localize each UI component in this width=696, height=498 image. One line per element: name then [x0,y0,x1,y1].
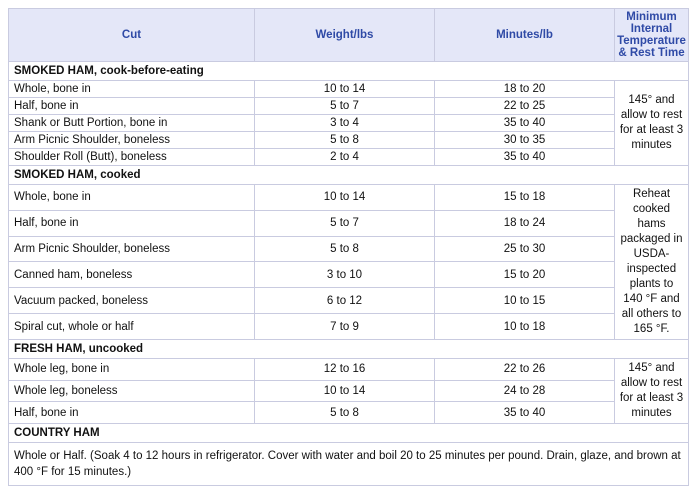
weight-cell: 5 to 7 [255,98,435,115]
table-row [9,402,689,424]
table-row [9,288,689,314]
table-row [9,115,689,132]
ham-cooking-table-container [8,8,688,486]
header-cut: Cut [9,9,255,62]
minutes-cell: 35 to 40 [435,115,615,132]
table-row [9,210,689,236]
weight-cell: 10 to 14 [255,380,435,402]
table-row [9,185,689,211]
cut-cell: Half, bone in [9,210,255,236]
cut-cell: Arm Picnic Shoulder, boneless [9,236,255,262]
cut-cell: Whole leg, boneless [9,380,255,402]
minutes-cell: 10 to 15 [435,288,615,314]
minutes-cell: 35 to 40 [435,149,615,166]
minutes-cell: 10 to 18 [435,314,615,340]
section-title-row [9,62,689,81]
section-title: COUNTRY HAM [9,424,689,443]
cut-cell: Spiral cut, whole or half [9,314,255,340]
cut-cell: Whole leg, bone in [9,359,255,381]
weight-cell: 12 to 16 [255,359,435,381]
minutes-cell: 25 to 30 [435,236,615,262]
table-row [9,149,689,166]
table-row [9,314,689,340]
cut-cell: Arm Picnic Shoulder, boneless [9,132,255,149]
cut-cell: Canned ham, boneless [9,262,255,288]
weight-cell: 3 to 10 [255,262,435,288]
weight-cell: 5 to 8 [255,402,435,424]
section-title-row [9,166,689,185]
minutes-cell: 30 to 35 [435,132,615,149]
temperature-note: 145° and allow to rest for at least 3 minutes [615,359,689,424]
weight-cell: 5 to 8 [255,132,435,149]
minutes-cell: 15 to 20 [435,262,615,288]
table-row [9,236,689,262]
cut-cell: Whole, bone in [9,185,255,211]
ham-cooking-table [8,8,689,486]
section-title: SMOKED HAM, cook-before-eating [9,62,689,81]
cut-cell: Vacuum packed, boneless [9,288,255,314]
cut-cell: Whole, bone in [9,81,255,98]
section-title: SMOKED HAM, cooked [9,166,689,185]
table-row [9,98,689,115]
weight-cell: 3 to 4 [255,115,435,132]
weight-cell: 7 to 9 [255,314,435,340]
section-title-row [9,340,689,359]
header-temperature: Minimum Internal Temperature & Rest Time [615,9,689,62]
country-ham-instructions: Whole or Half. (Soak 4 to 12 hours in refrigerator. Cover with water and boil 20 to 25 minutes per pound. Drain, glaze, and brown at 400 °F for 15 minutes.) [9,443,689,486]
temperature-note: 145° and allow to rest for at least 3 minutes [615,81,689,166]
weight-cell: 5 to 8 [255,236,435,262]
table-row [9,132,689,149]
weight-cell: 2 to 4 [255,149,435,166]
cut-cell: Shank or Butt Portion, bone in [9,115,255,132]
minutes-cell: 18 to 20 [435,81,615,98]
cut-cell: Half, bone in [9,402,255,424]
table-row [9,359,689,381]
section-title-row [9,424,689,443]
minutes-cell: 35 to 40 [435,402,615,424]
table-row [9,443,689,486]
weight-cell: 6 to 12 [255,288,435,314]
minutes-cell: 24 to 28 [435,380,615,402]
minutes-cell: 18 to 24 [435,210,615,236]
minutes-cell: 22 to 25 [435,98,615,115]
header-row [9,9,689,62]
weight-cell: 10 to 14 [255,81,435,98]
section-title: FRESH HAM, uncooked [9,340,689,359]
table-row [9,380,689,402]
temperature-note: Reheat cooked hams packaged in USDA-inspected plants to 140 °F and all others to 165 °F. [615,185,689,340]
weight-cell: 10 to 14 [255,185,435,211]
cut-cell: Shoulder Roll (Butt), boneless [9,149,255,166]
header-weight: Weight/lbs [255,9,435,62]
table-row [9,262,689,288]
weight-cell: 5 to 7 [255,210,435,236]
cut-cell: Half, bone in [9,98,255,115]
minutes-cell: 22 to 26 [435,359,615,381]
header-minutes: Minutes/lb [435,9,615,62]
minutes-cell: 15 to 18 [435,185,615,211]
table-row [9,81,689,98]
